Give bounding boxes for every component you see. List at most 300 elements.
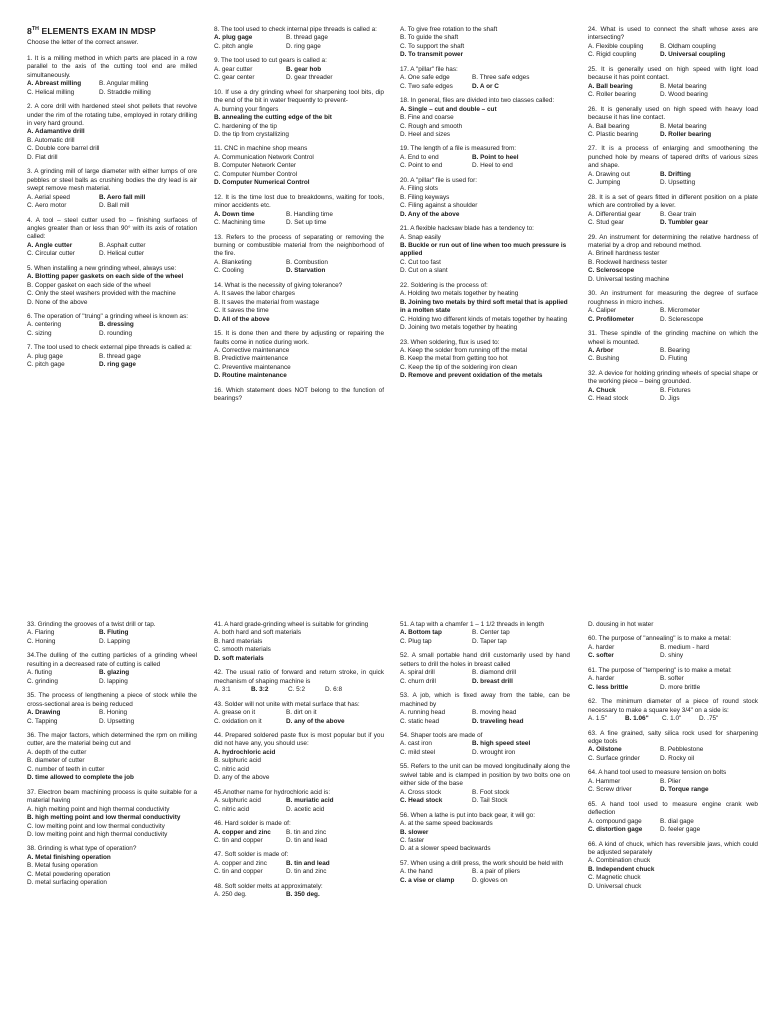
correct-answer-option: D. Starvation xyxy=(286,267,326,275)
answer-option: A. depth of the cutter xyxy=(27,748,87,756)
answer-option: D. Tail Stock xyxy=(472,797,508,805)
question-item xyxy=(27,652,197,686)
question-text: 27. It is a process of enlarging and smoothening the punched hole by means of tapered drifts of various sizes and shape. xyxy=(588,145,758,170)
answer-option: D. lapping xyxy=(99,677,128,685)
answer-option: A. To give free rotation to the shaft xyxy=(400,26,498,33)
question-item xyxy=(214,26,384,51)
question-item xyxy=(588,667,758,692)
answer-option: A. burning your fingers xyxy=(214,105,279,113)
question-text: 4. A tool – steel cutter used fro – finishing surfaces of angles greater than or less than 90° with its axis of rotation called: xyxy=(27,216,197,241)
answer-option: D. Heel to end xyxy=(472,162,513,170)
question-text: 36. The major factors, which determined the rpm on milling cutter, are the material being cut and xyxy=(27,731,197,748)
question-text: 22. Soldering is the process of: xyxy=(400,281,488,289)
correct-answer-option: A. Arbor xyxy=(588,346,614,354)
answer-option: C. Surface grinder xyxy=(588,754,640,762)
correct-answer-option: B. tin and lead xyxy=(286,859,330,867)
question-text: 45.Another name for hydrochloric acid is: xyxy=(214,788,331,796)
answer-options xyxy=(400,154,570,171)
answer-option: A. fluting xyxy=(27,669,52,677)
question-item xyxy=(400,339,570,381)
answer-options xyxy=(27,242,197,259)
question-item xyxy=(214,820,384,845)
question-text: 8. The tool used to check internal pipe threads is called a: xyxy=(214,26,377,33)
answer-option: D. Upsetting xyxy=(99,717,135,725)
question-text: 35. The process of lengthening a piece of stock while the cross-sectional area is being reduced xyxy=(27,692,197,708)
correct-answer-option: C. Head stock xyxy=(400,797,443,805)
answer-option: C. nitric acid xyxy=(214,765,250,773)
answer-option: B. Metal fusing operation xyxy=(27,862,98,870)
answer-options xyxy=(588,43,758,60)
question-text: 25. It is generally used on high speed with light load because it has point contact. xyxy=(588,65,758,82)
answer-option: B. Oldham coupling xyxy=(660,42,716,50)
question-item xyxy=(27,313,197,338)
correct-answer-option: A. Oilstone xyxy=(588,746,622,754)
answer-options xyxy=(400,740,570,757)
answer-option: B. a pair of pliers xyxy=(472,868,520,876)
answer-option: D. Flat drill xyxy=(27,153,58,161)
answer-option: D. Rocky oil xyxy=(660,754,695,762)
column-top-3 xyxy=(400,26,570,387)
answer-options xyxy=(588,171,758,188)
question-text: 52. A small portable hand drill customarily used by hand setters to drill the holes in breast called xyxy=(400,652,570,668)
question-text: 28. It is a set of gears fitted in different position on a plate which are controlled by a lever. xyxy=(588,193,758,210)
correct-answer-option: B. high melting point and low thermal conductivity xyxy=(27,814,181,822)
correct-answer-option: A. Bottom tap xyxy=(400,629,442,637)
answer-option: B. Foot stock xyxy=(472,788,510,796)
answer-options xyxy=(214,891,384,899)
answer-option: C. Aero motor xyxy=(27,202,67,210)
answer-options xyxy=(214,709,384,726)
correct-answer-option: B. 1.06" xyxy=(625,715,649,723)
question-item xyxy=(214,732,384,783)
answer-option: A. Snap easily xyxy=(400,233,441,241)
answer-option: D. Upsetting xyxy=(660,179,696,187)
answer-option: C. Cooling xyxy=(214,267,244,275)
answer-options xyxy=(400,669,570,686)
answer-options xyxy=(214,860,384,877)
question-item xyxy=(588,370,758,404)
question-text: 24. What is used to connect the shaft whose axes are intersecting? xyxy=(588,26,758,42)
correct-answer-option: D. time allowed to complete the job xyxy=(27,774,134,782)
question-item xyxy=(588,841,758,892)
correct-answer-option: D. traveling head xyxy=(472,717,524,725)
question-item xyxy=(400,860,570,885)
question-item xyxy=(27,621,197,646)
answer-option: A. Brinell hardness tester xyxy=(588,250,660,258)
question-text: 65. A hand tool used to measure engine crank web deflection xyxy=(588,800,758,817)
answer-options xyxy=(214,34,384,51)
question-item xyxy=(588,106,758,140)
question-item xyxy=(214,883,384,900)
answer-option: A. Holding two metals together by heating xyxy=(400,290,519,298)
question-item xyxy=(588,801,758,835)
answer-option: C. Preventive maintenance xyxy=(214,363,291,371)
answer-option: A. One safe edge xyxy=(400,74,450,82)
question-text: 32. A device for holding grinding wheels of special shape or the working piece – being grounded. xyxy=(588,369,758,386)
correct-answer-option: A. Single – cut and double – cut xyxy=(400,105,497,113)
answer-option: D. Joining two metals together by heating xyxy=(400,324,518,332)
answer-options xyxy=(588,644,758,661)
answer-option: A. Flexible coupling xyxy=(588,42,644,50)
answer-options xyxy=(400,820,570,854)
answer-option: C. churn drill xyxy=(400,677,436,685)
answer-option: B. Fixtures xyxy=(660,386,691,394)
correct-answer-option: A. Blotting paper gaskets on each side of the wheel xyxy=(27,273,184,281)
answer-options xyxy=(27,273,197,307)
question-item xyxy=(400,177,570,219)
question-text: 23. When soldering, flux is used to: xyxy=(400,338,500,346)
answer-option: D. Fluting xyxy=(660,355,688,363)
correct-answer-option: D. All of the above xyxy=(214,315,270,323)
answer-options xyxy=(214,797,384,814)
answer-option: B. moving head xyxy=(472,709,517,717)
correct-answer-option: B. Point to heel xyxy=(472,153,519,161)
answer-option: C. mild steel xyxy=(400,748,436,756)
question-item xyxy=(588,698,758,723)
answer-option: D. Set up time xyxy=(286,219,327,227)
answer-option: C. smooth materials xyxy=(214,646,271,654)
answer-option: A. harder xyxy=(588,643,615,651)
answer-option: D. tin and lead xyxy=(286,836,328,844)
question-item xyxy=(27,732,197,783)
answer-option: D. Wood bearing xyxy=(660,91,708,99)
question-item xyxy=(27,845,197,887)
answer-option: A. Ball bearing xyxy=(588,122,630,130)
correct-answer-option: A. Adamantive drill xyxy=(27,128,85,136)
answer-option: A. Aerial speed xyxy=(27,193,70,201)
answer-option: A. Differential gear xyxy=(588,210,641,218)
answer-option: B. Asphalt cutter xyxy=(99,241,146,249)
answer-option: D. Lapping xyxy=(99,637,130,645)
question-item xyxy=(588,621,758,629)
answer-option: B. Gear train xyxy=(660,210,697,218)
correct-answer-option: B. dressing xyxy=(99,321,134,329)
answer-option: C. hardening of the tip xyxy=(214,122,277,130)
answer-option: D. feeler gage xyxy=(660,826,701,834)
answer-option: C. Metal powdering operation xyxy=(27,870,111,878)
answer-option: C. Cut too fast xyxy=(400,258,441,266)
question-item xyxy=(27,265,197,307)
answer-options xyxy=(588,675,758,692)
answer-option: B. Handling time xyxy=(286,210,333,218)
answer-option: A. spiral drill xyxy=(400,669,435,677)
question-item xyxy=(400,282,570,333)
answer-option: A. Cross stock xyxy=(400,788,442,796)
answer-option: C. Rigid coupling xyxy=(588,51,637,59)
question-text: 48. Soft solder melts at approximately: xyxy=(214,882,323,890)
correct-answer-option: C. Profilometer xyxy=(588,315,634,323)
answer-options xyxy=(588,307,758,324)
column-top-4 xyxy=(588,26,758,410)
question-text: 15. It is done then and there by adjusting or repairing the faults come in notice during work. xyxy=(214,330,384,346)
question-text: 41. A hard grade-grinding wheel is suitable for grinding xyxy=(214,621,369,628)
correct-answer-option: A. Abreast milling xyxy=(27,80,82,88)
correct-answer-option: B. gear hob xyxy=(286,65,322,73)
answer-option: A. 250 deg. xyxy=(214,891,247,899)
question-item xyxy=(400,692,570,726)
answer-option: C. grinding xyxy=(27,677,58,685)
column-bottom-2 xyxy=(214,621,384,906)
question-text: 17. A "pillar" file has: xyxy=(400,65,458,73)
answer-options xyxy=(400,709,570,726)
answer-option: B. medium - hard xyxy=(660,643,710,651)
question-text: 47. Soft solder is made of: xyxy=(214,851,289,859)
column-bottom-4 xyxy=(588,621,758,897)
question-item xyxy=(214,330,384,381)
answer-option: B. dirt on it xyxy=(286,709,317,717)
question-text: 53. A job, which is fixed away from the table, can be machined by xyxy=(400,692,570,708)
question-item xyxy=(588,290,758,324)
answer-option: C. faster xyxy=(400,836,425,844)
question-text: 62. The minimum diameter of a piece of round stock necessary to make a square key 3/4" on a side is: xyxy=(588,698,758,714)
answer-option: B. Fine and coarse xyxy=(400,114,454,122)
answer-options xyxy=(400,347,570,381)
correct-answer-option: D. any of the above xyxy=(286,717,345,725)
correct-answer-option: C. less brittle xyxy=(588,683,629,691)
question-text: 60. The purpose of "annealing" is to make a metal: xyxy=(588,635,731,643)
answer-options xyxy=(214,259,384,276)
question-item xyxy=(588,330,758,364)
correct-answer-option: A. Drawing xyxy=(27,709,61,717)
answer-option: A. Filing slots xyxy=(400,185,439,193)
answer-option: D. Taper tap xyxy=(472,637,507,645)
correct-answer-option: D. ring gage xyxy=(99,361,136,369)
answer-option: B. Center tap xyxy=(472,629,510,637)
correct-answer-option: D. To transmit power xyxy=(400,51,464,59)
answer-option: B. Angular milling xyxy=(99,80,149,88)
question-item xyxy=(400,812,570,854)
answer-option: B. Pebblestone xyxy=(660,746,704,754)
answer-option: D. Cut on a slant xyxy=(400,267,448,275)
correct-answer-option: B. Buckle or run out of line when too much pressure is applied xyxy=(400,241,567,258)
question-text: 42. The usual ratio of forward and return stroke, in quick mechanism of shaping machine is xyxy=(214,669,384,685)
question-item xyxy=(400,145,570,170)
answer-option: B. It saves the material from wastage xyxy=(214,298,320,306)
question-item xyxy=(27,55,197,97)
question-text: 14. What is the necessity of giving tolerance? xyxy=(214,281,343,289)
answer-option: D. the tip from crystallizing xyxy=(214,130,289,138)
question-text: 37. Electron beam machining process is quite suitable for a material having xyxy=(27,788,197,805)
answer-options xyxy=(400,26,570,60)
question-text: 26. It is generally used on high speed with heavy load because it has line contact. xyxy=(588,105,758,122)
question-text: 44. Prepared soldered paste flux is most popular but if you did not have any, you should use: xyxy=(214,731,384,748)
answer-option: B. Filing keyways xyxy=(400,193,450,201)
answer-option: C. Screw driver xyxy=(588,786,632,794)
correct-answer-option: A. Chuck xyxy=(588,386,616,394)
question-item xyxy=(27,692,197,726)
answer-options xyxy=(214,629,384,663)
question-text: 31. These spindle of the grinding machine on which the wheel is mounted. xyxy=(588,330,758,346)
question-item xyxy=(588,635,758,660)
correct-answer-option: A. plug gage xyxy=(214,34,253,42)
question-text: 5. When installing a new grinding wheel, always use: xyxy=(27,264,177,272)
question-text: 64. A hand tool used to measure tension on bolts xyxy=(588,769,727,777)
answer-option: A. compound gage xyxy=(588,817,642,825)
answer-option: B. Predictive maintenance xyxy=(214,355,289,363)
answer-option: B. Metal bearing xyxy=(660,122,707,130)
answer-option: B. To guide the shaft xyxy=(400,34,459,42)
correct-answer-option: B. 3:2 xyxy=(251,686,269,694)
correct-answer-option: C. Scleroscope xyxy=(588,267,635,275)
answer-option: C. static head xyxy=(400,717,440,725)
answer-options xyxy=(588,778,758,795)
answer-option: A. cast iron xyxy=(400,740,432,748)
question-text: 7. The tool used to check external pipe threads is called a: xyxy=(27,344,192,352)
answer-option: C. low melting point and low thermal conductivity xyxy=(27,822,165,830)
answer-options xyxy=(588,818,758,835)
answer-option: D. Sclerescope xyxy=(660,315,704,323)
answer-options xyxy=(214,290,384,324)
answer-option: A. Flaring xyxy=(27,629,55,637)
answer-option: D. wrought iron xyxy=(472,748,516,756)
correct-answer-option: B. annealing the cutting edge of the bit xyxy=(214,114,332,122)
column-top-2 xyxy=(214,26,384,410)
answer-options xyxy=(214,154,384,188)
question-item xyxy=(588,26,758,60)
answer-option: B. Copper gasket on each side of the wheel xyxy=(27,281,151,289)
answer-option: A. Communication Network Control xyxy=(214,153,314,161)
correct-answer-option: B. glazing xyxy=(99,669,130,677)
answer-option: D. None of the above xyxy=(27,298,88,306)
question-item xyxy=(27,789,197,840)
answer-option: A. at the same speed backwards xyxy=(400,820,493,828)
question-item xyxy=(400,66,570,91)
question-item xyxy=(588,234,758,285)
answer-option: C. Honing xyxy=(27,637,56,645)
answer-option: B. hard materials xyxy=(214,637,263,645)
question-item xyxy=(588,66,758,100)
answer-option: D. more brittle xyxy=(660,683,701,691)
answer-option: C. To support the shaft xyxy=(400,42,465,50)
correct-answer-option: A. copper and zinc xyxy=(214,828,271,836)
question-text: 9. The tool used to cut gears is called a: xyxy=(214,57,327,65)
answer-option: D. Universal chuck xyxy=(588,882,642,890)
answer-options xyxy=(27,128,197,162)
answer-options xyxy=(27,806,197,840)
answer-option: A. Caliper xyxy=(588,307,617,315)
answer-option: B. sulphuric acid xyxy=(214,757,261,765)
answer-option: C. Point to end xyxy=(400,162,443,170)
correct-answer-option: D. breast drill xyxy=(472,677,513,685)
answer-options xyxy=(27,629,197,646)
answer-options xyxy=(588,746,758,763)
answer-option: A. running head xyxy=(400,709,446,717)
answer-option: C. Helical milling xyxy=(27,88,75,96)
answer-option: C. Stud gear xyxy=(588,219,624,227)
answer-option: A. Blanketing xyxy=(214,258,252,266)
correct-answer-option: D. soft materials xyxy=(214,654,264,662)
answer-option: C. Plug tap xyxy=(400,637,432,645)
answer-option: D. gloves on xyxy=(472,876,508,884)
answer-option: D. shiny xyxy=(660,652,684,660)
answer-option: C. nitric acid xyxy=(214,805,250,813)
column-bottom-1 xyxy=(27,621,197,894)
answer-option: C. Jumping xyxy=(588,179,621,187)
answer-option: D. tin and zinc xyxy=(286,868,327,876)
answer-options xyxy=(400,868,570,885)
answer-options xyxy=(214,347,384,381)
question-item xyxy=(214,851,384,876)
question-text: 21. A flexible hacksaw blade has a tendency to: xyxy=(400,225,534,233)
answer-option: B. diameter of cutter xyxy=(27,757,85,765)
question-text: 38. Grinding is what type of operation? xyxy=(27,845,137,853)
page-title: 8TH ELEMENTS EXAM IN MDSP xyxy=(27,26,156,36)
question-text: 46. Hard solder is made of: xyxy=(214,820,291,828)
correct-answer-option: B. muriatic acid xyxy=(286,797,334,805)
column-bottom-3 xyxy=(400,621,570,891)
question-text: 63. A fine grained, salty silica rock used for sharpening edge tools xyxy=(588,729,758,745)
correct-answer-option: B. Fluting xyxy=(99,629,129,637)
answer-option: B. Combustion xyxy=(286,258,328,266)
correct-answer-option: B. Independent chuck xyxy=(588,865,655,873)
answer-option: C. It saves the time xyxy=(214,307,269,315)
question-item xyxy=(214,282,384,324)
question-item xyxy=(400,621,570,646)
answer-option: C. Double core barrel drill xyxy=(27,145,100,153)
question-item xyxy=(27,217,197,259)
answer-option: D. .75" xyxy=(699,715,719,723)
answer-option: B. thread gage xyxy=(286,34,328,42)
answer-option: B. Plier xyxy=(660,777,681,785)
answer-option: A. End to end xyxy=(400,153,439,161)
question-text: 20. A "pillar" file is used for: xyxy=(400,176,478,184)
answer-option: D. ring gage xyxy=(286,42,321,50)
correct-answer-option: C. a vise or clamp xyxy=(400,876,455,884)
answer-option: C. tin and copper xyxy=(214,836,263,844)
answer-options xyxy=(588,347,758,364)
answer-options xyxy=(588,857,758,891)
answer-options xyxy=(588,387,758,404)
answer-option: A. It saves the labor charges xyxy=(214,290,295,298)
answer-option: A. grease on it xyxy=(214,709,256,717)
answer-option: B. dial gage xyxy=(660,817,694,825)
answer-option: D. Universal testing machine xyxy=(588,275,670,283)
answer-option: B. tin and zinc xyxy=(286,828,327,836)
answer-option: B. softer xyxy=(660,675,684,683)
answer-option: A. high melting point and high thermal conductivity xyxy=(27,805,170,813)
correct-answer-option: D. Universal coupling xyxy=(660,51,726,59)
correct-answer-option: D. Tumbler gear xyxy=(660,219,709,227)
correct-answer-option: D. Any of the above xyxy=(400,210,460,218)
answer-option: D. dousing in hot water xyxy=(588,621,654,628)
answer-option: B. Micrometer xyxy=(660,307,700,315)
answer-option: C. Holding two different kinds of metals together by heating xyxy=(400,315,568,323)
question-item xyxy=(214,145,384,187)
question-text: 18. In general, files are divided into two classes called: xyxy=(400,97,555,105)
answer-option: D. Heel and sizes xyxy=(400,130,451,138)
answer-options xyxy=(214,66,384,83)
question-item xyxy=(214,789,384,814)
correct-answer-option: D. Roller bearing xyxy=(660,130,712,138)
question-item xyxy=(27,344,197,369)
question-text: 29. An instrument for determining the relative hardness of material by a drop and rebound method. xyxy=(588,233,758,249)
question-text: 51. A tap with a chamfer 1 – 1 1/2 threads in length xyxy=(400,621,544,628)
correct-answer-option: B. Aero fall mill xyxy=(99,193,146,201)
answer-option: A. Corrective maintenance xyxy=(214,346,290,354)
answer-option: A. sulphuric acid xyxy=(214,797,261,805)
question-item xyxy=(214,234,384,276)
answer-option: D. low melting point and high thermal conductivity xyxy=(27,830,168,838)
question-text: 13. Refers to the process of separating or removing the burning or combustible material from the neighborhood of the fire. xyxy=(214,233,384,258)
answer-option: A. plug gage xyxy=(27,352,63,360)
correct-answer-option: B. Drifting xyxy=(660,170,691,178)
answer-option: B. Computer Network Center xyxy=(214,162,297,170)
correct-answer-option: C. distortion gage xyxy=(588,826,643,834)
answer-options xyxy=(400,74,570,91)
answer-options xyxy=(27,80,197,97)
question-text: 55. Refers to the unit can be moved longitudinally along the swivel table and is clamped in position by two bolts one on either side of the base xyxy=(400,763,570,788)
answer-options xyxy=(588,123,758,140)
